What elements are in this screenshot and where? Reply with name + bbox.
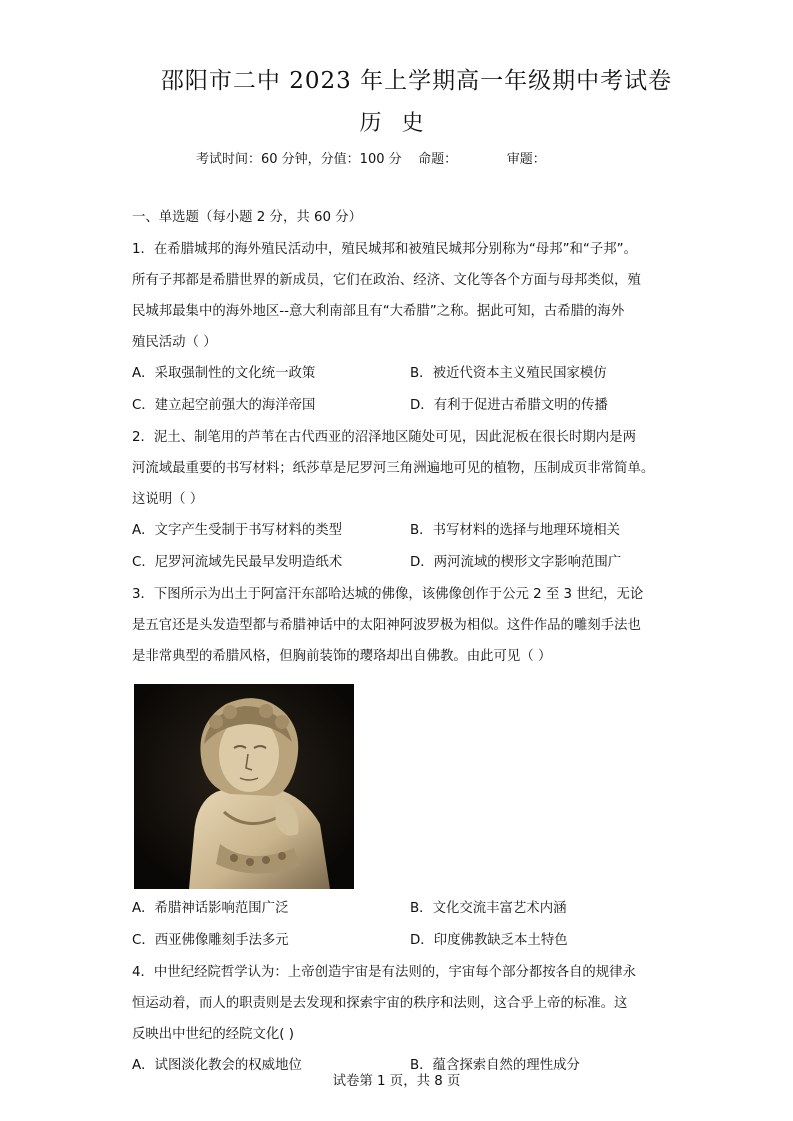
option-a[interactable]: A．试图淡化教会的权威地位 xyxy=(132,1058,302,1073)
option-c[interactable]: C．尼罗河流域先民最早发明造纸术 xyxy=(132,555,343,570)
question-4 xyxy=(132,957,668,1082)
question-line: 2．泥土、制笔用的芦苇在古代西亚的沼泽地区随处可见，因此泥板在很长时期内是两 xyxy=(132,430,636,445)
question-line: 1．在希腊城邦的海外殖民活动中，殖民城邦和被殖民城邦分别称为“母邦”和“子邦”。 xyxy=(132,242,637,257)
question-line: 是非常典型的希腊风格，但胸前装饰的璎珞却出自佛教。由此可见（ ） xyxy=(132,649,552,664)
option-d[interactable]: D．印度佛教缺乏本土特色 xyxy=(410,933,568,948)
section-title: 一、单选题（每小题 2 分，共 60 分） xyxy=(132,210,363,225)
option-b[interactable]: B．文化交流丰富艺术内涵 xyxy=(410,901,567,916)
exam-content xyxy=(132,208,668,1082)
subject-char-1: 历 xyxy=(359,111,382,136)
question-1 xyxy=(132,234,668,422)
question-line: 所有子邦都是希腊世界的新成员，它们在政治、经济、文化等各个方面与母邦类似，殖 xyxy=(132,273,641,288)
question-line: 这说明（ ） xyxy=(132,492,204,507)
question-line: 河流域最重要的书写材料；纸莎草是尼罗河三角洲遍地可见的植物，压制成页非常简单。 xyxy=(132,461,655,476)
exam-title: 邵阳市二中 2023 年上学期高一年级期中考试卷 xyxy=(160,68,673,94)
option-b[interactable]: B．被近代资本主义殖民国家模仿 xyxy=(410,366,607,381)
exam-meta: 考试时间：60 分钟，分值：100 分 命题： 审题： xyxy=(196,152,546,167)
page-footer: 试卷第 1 页，共 8 页 xyxy=(332,1074,461,1089)
question-line: 是五官还是头发造型都与希腊神话中的太阳神阿波罗极为相似。这件作品的雕刻手法也 xyxy=(132,618,641,633)
question-line: 恒运动着，而人的职责则是去发现和探索宇宙的秩序和法则，这合乎上帝的标准。这 xyxy=(132,996,628,1011)
option-c[interactable]: C．建立起空前强大的海洋帝国 xyxy=(132,398,316,413)
statue-illustration xyxy=(134,684,354,889)
question-line: 4．中世纪经院哲学认为：上帝创造宇宙是有法则的，宇宙每个部分都按各自的规律永 xyxy=(132,965,636,980)
subject-heading xyxy=(0,106,793,137)
buddha-statue-photo xyxy=(134,684,354,889)
option-d[interactable]: D．两河流域的楔形文字影响范围广 xyxy=(410,555,622,570)
option-b[interactable]: B．蕴含探索自然的理性成分 xyxy=(410,1058,580,1073)
option-d[interactable]: D．有利于促进古希腊文明的传播 xyxy=(410,398,608,413)
option-a[interactable]: A．希腊神话影响范围广泛 xyxy=(132,901,289,916)
option-a[interactable]: A．采取强制性的文化统一政策 xyxy=(132,366,316,381)
option-c[interactable]: C．西亚佛像雕刻手法多元 xyxy=(132,933,289,948)
question-line: 3．下图所示为出土于阿富汗东部哈达城的佛像，该佛像创作于公元 2 至 3 世纪，无论 xyxy=(132,587,644,602)
options xyxy=(132,515,668,579)
question-line: 反映出中世纪的经院文化( ) xyxy=(132,1027,295,1042)
option-b[interactable]: B．书写材料的选择与地理环境相关 xyxy=(410,523,621,538)
question-line: 殖民活动（ ） xyxy=(132,335,217,350)
option-a[interactable]: A．文字产生受制于书写材料的类型 xyxy=(132,523,343,538)
subject-char-2: 史 xyxy=(401,111,424,136)
question-2 xyxy=(132,422,668,579)
question-line: 民城邦最集中的海外地区--意大利南部且有“大希腊”之称。据此可知，古希腊的海外 xyxy=(132,304,625,319)
question-3 xyxy=(132,579,668,957)
options xyxy=(132,893,668,957)
options xyxy=(132,358,668,422)
